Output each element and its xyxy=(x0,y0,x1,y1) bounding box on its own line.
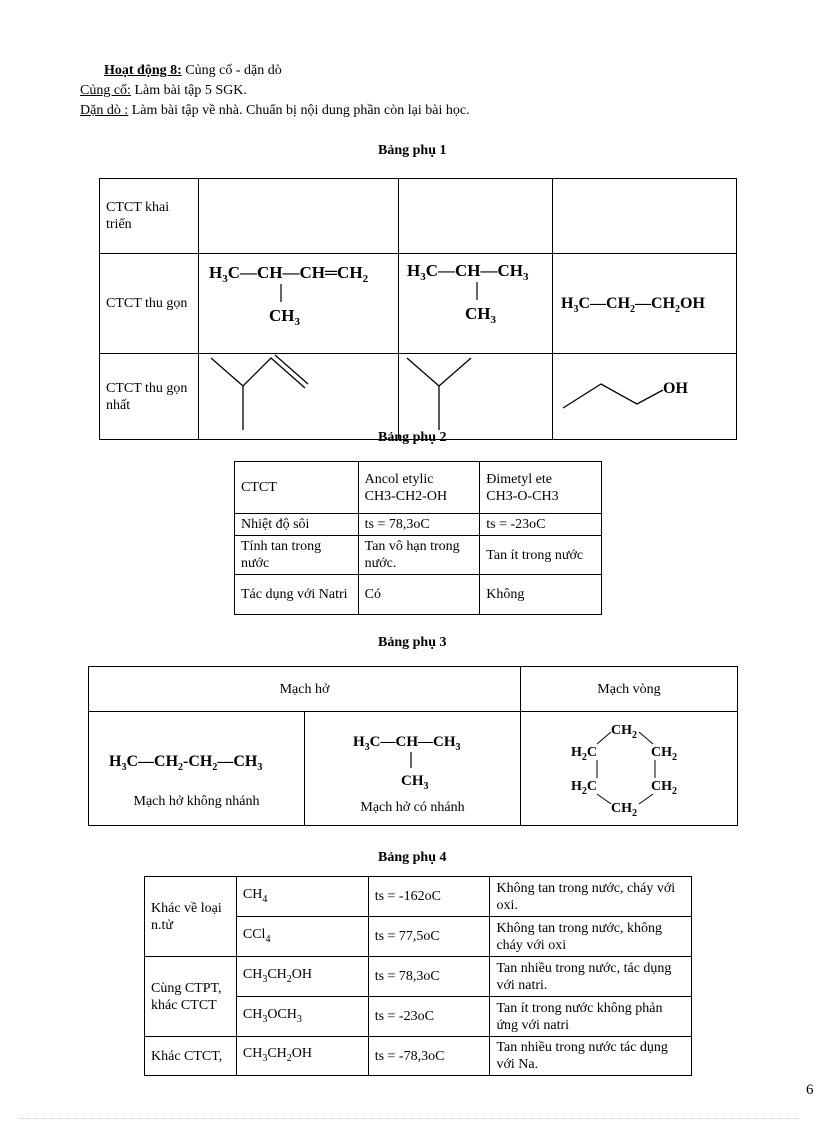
unbranched-formula: $H_3C—CH_2-CH_2—CH_3$ xyxy=(109,752,263,773)
table4-caption: Bảng phụ 4 xyxy=(378,850,447,865)
formula-propanol-svg xyxy=(553,254,736,348)
formula-isobutane xyxy=(399,254,553,354)
table2-head-dimethylether xyxy=(480,462,602,514)
skeletal-isobutane-svg xyxy=(399,354,552,434)
table2-cell: Nhiệt độ sôi xyxy=(235,514,359,536)
svg-text:H2C: $H_2C$ xyxy=(571,779,598,797)
table2-cell: Tan ít trong nước xyxy=(480,536,602,575)
unbranched-svg xyxy=(89,728,304,788)
svg-text:H3C—CH—CH3: $H_3C—CH—CH_3$ xyxy=(407,261,529,283)
review-text: Làm bài tập 5 SGK. xyxy=(130,83,247,98)
svg-text:H2C: $H_2C$ xyxy=(571,745,598,763)
table3-head-ring: Mạch vòng xyxy=(521,667,738,712)
t4-bp: ts = -78,3oC xyxy=(368,1037,490,1076)
homework-line xyxy=(80,102,470,120)
table2-cell: Tác dụng với Natri xyxy=(235,575,359,615)
activity-line xyxy=(104,62,282,80)
group-atom-type: Khác về loại n.tử xyxy=(145,877,237,957)
table3-head-open: Mạch hở xyxy=(89,667,521,712)
footer-divider xyxy=(20,1118,800,1119)
table2-cell: Không xyxy=(480,575,602,615)
unbranched-label: Mạch hở không nhánh xyxy=(133,793,260,809)
svg-text:H3C—CH—CH3: $H_3C—CH—CH_3$ xyxy=(353,733,461,753)
t4-formula: $CH_3CH_2OH$ xyxy=(236,957,368,997)
skeletal-propanol-svg xyxy=(553,354,736,434)
formula-methylbutene xyxy=(199,254,399,354)
table1-label-condensed: CTCT thu gọn xyxy=(100,254,199,354)
table3-unbranched xyxy=(89,712,305,826)
svg-text:H3C—CH2—CH2OH: $H_3C—CH_2—CH_2OH$ xyxy=(561,295,705,315)
table1-label-skeletal: CTCT thu gọn nhất xyxy=(100,354,199,440)
page-number: 6 xyxy=(806,1082,814,1098)
branched-svg xyxy=(305,722,520,794)
t4-desc: Tan nhiều trong nước, tác dụng với natri. xyxy=(490,957,692,997)
t4-bp: ts = -162oC xyxy=(368,877,490,917)
skeletal-methylbutene xyxy=(199,354,399,440)
table2-cell: Có xyxy=(358,575,480,615)
table2-head-ethanol xyxy=(358,462,480,514)
table1-cell xyxy=(199,179,399,254)
review-line xyxy=(80,82,247,100)
t4-formula: $CH_3CH_2OH$ xyxy=(236,1037,368,1076)
table2-cell: Tính tan trong nước xyxy=(235,536,359,575)
svg-text:CH2: $CH_2$ xyxy=(611,801,637,819)
activity-text: Củng cố - dặn dò xyxy=(181,63,282,78)
svg-text:CH2: $CH_2$ xyxy=(611,723,637,741)
svg-text:CH2: $CH_2$ xyxy=(651,779,677,797)
svg-text:CH3: $CH_3$ xyxy=(465,304,496,326)
table2-cell: ts = 78,3oC xyxy=(358,514,480,536)
skeletal-propanol xyxy=(553,354,737,440)
table4 xyxy=(144,876,692,1076)
ethanol-formula: CH3-CH2-OH xyxy=(364,488,448,504)
t4-formula: $CH_3OCH_3$ xyxy=(236,997,368,1037)
table1-caption: Bảng phụ 1 xyxy=(378,143,447,158)
table3-branched xyxy=(305,712,521,826)
t4-bp: ts = 77,5oC xyxy=(368,917,490,957)
svg-text:CH2: $CH_2$ xyxy=(651,745,677,763)
table2-head-ctct: CTCT xyxy=(235,462,359,514)
table2 xyxy=(234,461,602,615)
group-different: Khác CTCT, xyxy=(145,1037,237,1076)
table3 xyxy=(88,666,738,826)
t4-desc: Tan ít trong nước không phản ứng với natri xyxy=(490,997,692,1037)
table1-label-expanded: CTCT khai triển xyxy=(100,179,199,254)
table2-caption: Bảng phụ 2 xyxy=(378,430,447,445)
skeletal-isobutane xyxy=(399,354,553,440)
branched-label: Mạch hở có nhánh xyxy=(360,799,465,815)
skeletal-methylbutene-svg xyxy=(199,354,398,434)
ether-name: Đimetyl ete xyxy=(486,471,552,487)
activity-label: Hoạt động 8: xyxy=(104,63,182,78)
formula-methylbutene-svg xyxy=(199,254,398,348)
svg-text:H3C—CH—CH═CH2: $H_3C—CH—CH═CH_2$ xyxy=(209,263,369,285)
group-isomers: Cùng CTPT, khác CTCT xyxy=(145,957,237,1037)
review-label: Củng cố: xyxy=(80,83,131,98)
table1-cell xyxy=(399,179,553,254)
svg-text:CH3: $CH_3$ xyxy=(269,306,300,328)
homework-label: Dặn dò : xyxy=(80,103,129,118)
formula-propanol xyxy=(553,254,737,354)
table2-cell: Tan vô hạn trong nước. xyxy=(358,536,480,575)
t4-desc: Không tan trong nước, không cháy với oxi xyxy=(490,917,692,957)
skeletal-oh-label: OH xyxy=(663,380,688,397)
t4-bp: ts = -23oC xyxy=(368,997,490,1037)
ether-formula: CH3-O-CH3 xyxy=(486,488,559,504)
t4-bp: ts = 78,3oC xyxy=(368,957,490,997)
t4-formula: CCl$_4$ xyxy=(236,917,368,957)
t4-formula: $CH_4$ xyxy=(236,877,368,917)
table3-ring xyxy=(521,712,738,826)
table3-caption: Bảng phụ 3 xyxy=(378,635,447,650)
table2-cell: ts = -23oC xyxy=(480,514,602,536)
t4-desc: Không tan trong nước, cháy với oxi. xyxy=(490,877,692,917)
t4-desc: Tan nhiều trong nước tác dụng với Na. xyxy=(490,1037,692,1076)
homework-text: Làm bài tập về nhà. Chuẩn bị nội dung phần còn lại bài học. xyxy=(128,103,470,118)
svg-text:CH3: $CH_3$ xyxy=(401,772,429,792)
cyclohexane-svg xyxy=(521,712,737,820)
formula-isobutane-svg xyxy=(399,254,552,348)
ethanol-name: Ancol etylic xyxy=(364,471,434,487)
table1 xyxy=(99,178,737,440)
table1-cell xyxy=(553,179,737,254)
